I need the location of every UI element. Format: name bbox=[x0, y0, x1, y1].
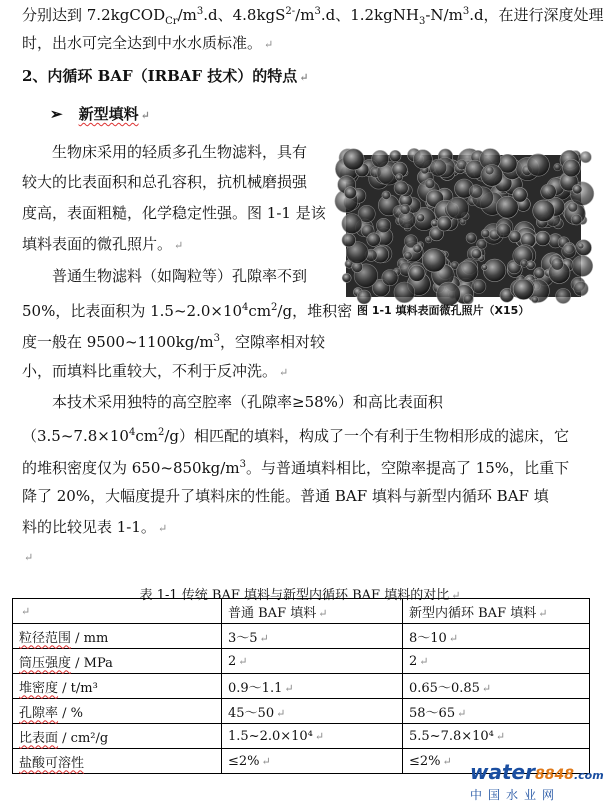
row-value-cell: 2 ↵ bbox=[403, 649, 590, 674]
text-sup: 3 bbox=[462, 6, 470, 17]
arrow-bullet-icon: ➢ bbox=[50, 105, 63, 123]
text-line-2 bbox=[22, 33, 273, 55]
p3-line-3 bbox=[22, 455, 569, 478]
text-seg: -N/m bbox=[425, 6, 463, 24]
text-seg: 度高，表面粗糙，化学稳定性强。图 1-1 是该 bbox=[22, 204, 326, 222]
logo-suffix: .com bbox=[573, 769, 604, 782]
subheading-text: 新型填料 bbox=[78, 105, 139, 123]
text-sup: 3 bbox=[196, 6, 204, 17]
table-row bbox=[13, 674, 590, 699]
paragraph-mark: ↵ bbox=[157, 522, 168, 535]
text-sup: 2 bbox=[157, 427, 165, 438]
logo-brand: water bbox=[470, 760, 535, 784]
paragraph-mark: ↵ bbox=[174, 239, 184, 252]
p1-line-1 bbox=[52, 142, 307, 162]
row-label-cell: 盐酸可溶性 bbox=[13, 749, 222, 774]
row-value-cell: 2 ↵ bbox=[222, 649, 403, 674]
p3-line-1 bbox=[52, 392, 443, 412]
row-label-cell: 筒压强度 / MPa bbox=[13, 649, 222, 674]
text-seg: 较大的比表面积和总孔容积，抗机械磨损强 bbox=[22, 173, 308, 191]
table-row bbox=[13, 699, 590, 724]
comparison-table bbox=[12, 598, 590, 774]
table-row bbox=[13, 624, 590, 649]
p1-line-4 bbox=[22, 234, 183, 256]
p1-line-3 bbox=[22, 203, 326, 223]
paragraph-mark: ↵ bbox=[140, 109, 150, 122]
p3-line-4 bbox=[22, 486, 549, 506]
row-value-cell: 0.9～1.1 ↵ bbox=[222, 674, 403, 699]
paragraph-mark: ↵ bbox=[279, 366, 289, 379]
text-sup: 3 bbox=[213, 333, 221, 344]
text-seg: 50%，比表面积为 1.5~2.0×10 bbox=[22, 302, 243, 320]
text-seg: /g）相匹配的填料，构成了一个有利于生物相形成的滤床，它 bbox=[164, 427, 569, 445]
row-label-cell: 堆密度 / t/m³ bbox=[13, 674, 222, 699]
text-seg: 降了 20%，大幅度提升了填料床的性能。普通 BAF 填料与新型内循环 BAF 填 bbox=[22, 487, 549, 505]
text-seg: 填料表面的微孔照片。 bbox=[22, 235, 173, 253]
row-label-cell: 比表面 / cm²/g bbox=[13, 724, 222, 749]
table-header-cell: 普通 BAF 填料 ↵ bbox=[222, 599, 403, 624]
row-label-cell: 粒径范围 / mm bbox=[13, 624, 222, 649]
text-sup: 2 bbox=[271, 302, 278, 313]
table-row bbox=[13, 649, 590, 674]
text-seg: 小，而填料比重较大，不利于反冲洗。 bbox=[22, 362, 278, 380]
table-header-row bbox=[13, 599, 590, 624]
text-seg: 普通生物滤料（如陶粒等）孔隙率不到 bbox=[52, 267, 308, 285]
text-seg: /m bbox=[295, 6, 315, 24]
paragraph-mark: ↵ bbox=[264, 38, 274, 51]
row-value-cell: 58～65 ↵ bbox=[403, 699, 590, 724]
text-seg: /g，堆积密 bbox=[277, 302, 353, 320]
text-sup: 4 bbox=[128, 427, 136, 438]
text-seg: cm bbox=[248, 302, 272, 320]
caption-text: 表 1-1 传统 BAF 填料与新型内循环 BAF 填料的对比 bbox=[139, 588, 450, 603]
text-sub: 3 bbox=[418, 16, 426, 27]
row-value-cell: 1.5~2.0×10⁴ ↵ bbox=[222, 724, 403, 749]
paragraph-mark: ↵ bbox=[318, 606, 328, 620]
text-seg: ，空隙率相对较 bbox=[220, 333, 326, 351]
text-seg: cm bbox=[135, 427, 158, 445]
pore-texture-image bbox=[346, 155, 581, 297]
text-seg: .d，在进行深度处理 bbox=[469, 6, 604, 24]
text-seg: 。与普通填料相比，空隙率提高了 15%，比重下 bbox=[245, 459, 570, 477]
text-line-1 bbox=[22, 2, 604, 32]
text-seg: .d、1.2kgNH bbox=[320, 6, 419, 24]
row-value-cell: ≤2% ↵ bbox=[403, 749, 590, 774]
text-seg: /m bbox=[177, 6, 197, 24]
row-value-cell: ≤2% ↵ bbox=[222, 749, 403, 774]
empty-line bbox=[22, 546, 33, 568]
paragraph-mark: ↵ bbox=[299, 71, 309, 84]
paragraph-mark: ↵ bbox=[21, 604, 31, 618]
text-sup: 3 bbox=[314, 6, 321, 17]
text-seg: .d、4.8kgS bbox=[203, 6, 286, 24]
row-value-cell: 3～5 ↵ bbox=[222, 624, 403, 649]
table-header-cell: 新型内循环 BAF 填料 ↵ bbox=[403, 599, 590, 624]
pore-photo bbox=[346, 155, 581, 297]
logo-cn: 中国水业网 bbox=[470, 788, 561, 802]
logo-number: 8848 bbox=[534, 767, 574, 783]
section-heading bbox=[22, 66, 309, 88]
text-sup: 4 bbox=[242, 302, 249, 313]
table-row bbox=[13, 724, 590, 749]
figure-caption: 图 1-1 填料表面微孔照片（X15） bbox=[357, 304, 530, 317]
water8848-logo bbox=[470, 760, 604, 805]
p2-line-3 bbox=[22, 329, 325, 352]
text-seg: 生物床采用的轻质多孔生物滤料，具有 bbox=[52, 143, 308, 161]
row-value-cell: 5.5~7.8×10⁴ ↵ bbox=[403, 724, 590, 749]
row-value-cell: 45～50 ↵ bbox=[222, 699, 403, 724]
text-sub: Cr bbox=[165, 16, 178, 27]
heading-text: 2、内循环 BAF（IRBAF 技术）的特点 bbox=[22, 67, 298, 85]
paragraph-mark: ↵ bbox=[24, 551, 34, 564]
text-seg: 度一般在 9500~1100kg/m bbox=[22, 333, 214, 351]
row-label-cell: 孔隙率 / % bbox=[13, 699, 222, 724]
p1-line-2 bbox=[22, 172, 307, 192]
table-header-cell bbox=[13, 599, 222, 624]
p2-line-2 bbox=[22, 298, 352, 321]
text-sup: 3 bbox=[239, 459, 246, 470]
p2-line-1 bbox=[52, 266, 307, 286]
text-seg: 本技术采用独特的高空腔率（孔隙率≥58%）和高比表面积 bbox=[52, 393, 443, 411]
subheading bbox=[50, 104, 150, 126]
text-seg: 时，出水可完全达到中水水质标准。 bbox=[22, 34, 263, 52]
text-seg: 分别达到 7.2kgCOD bbox=[22, 6, 166, 24]
row-value-cell: 8～10 ↵ bbox=[403, 624, 590, 649]
text-seg: （3.5~7.8×10 bbox=[22, 427, 129, 445]
text-seg: 的堆积密度仅为 650~850kg/m bbox=[22, 459, 240, 477]
p2-line-4 bbox=[22, 361, 288, 383]
text-seg: 料的比较见表 1-1。 bbox=[22, 518, 156, 536]
row-value-cell: 0.65～0.85 ↵ bbox=[403, 674, 590, 699]
paragraph-mark: ↵ bbox=[538, 606, 548, 620]
paragraph-mark: ↵ bbox=[451, 589, 461, 602]
text-sup: 2- bbox=[285, 6, 296, 17]
p3-line-2 bbox=[22, 423, 569, 446]
p3-line-5 bbox=[22, 517, 167, 539]
